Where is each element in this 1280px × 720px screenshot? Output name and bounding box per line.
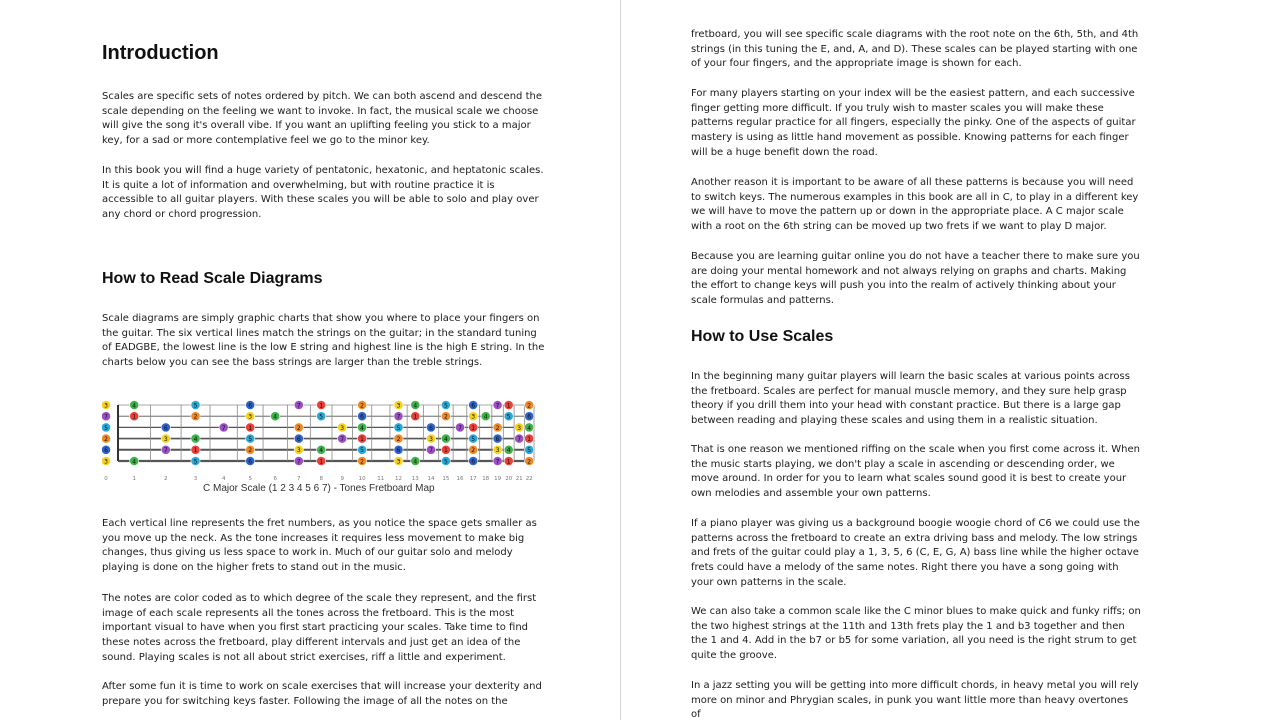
scale-degree-label: 4 <box>443 436 448 443</box>
scale-degree-label: 4 <box>360 424 365 432</box>
scale-degree-label: 5 <box>193 402 198 410</box>
scale-degree-label: 7 <box>396 413 401 421</box>
scale-degree-label: 2 <box>471 447 476 455</box>
scale-degree-label: 3 <box>396 458 401 466</box>
scale-degree-label: 2 <box>296 424 301 432</box>
fret-number: 18 <box>482 476 490 482</box>
scale-degree-label: 3 <box>163 436 168 443</box>
scale-degree-label: 1 <box>443 447 448 455</box>
scale-degree-label: 7 <box>495 458 500 466</box>
fret-number: 14 <box>427 476 435 482</box>
scale-degree-label: 6 <box>248 458 253 466</box>
scale-degree-label: 6 <box>471 458 476 466</box>
scale-degree-label: 1 <box>413 413 418 421</box>
scale-degree-label: 5 <box>360 447 365 455</box>
scale-degree-label: 7 <box>296 458 301 466</box>
scale-degree-label: 5 <box>527 447 532 455</box>
scale-degree-label: 6 <box>296 436 301 443</box>
scale-degree-label: 2 <box>527 402 532 410</box>
scale-degree-label: 1 <box>506 402 511 410</box>
fret-number: 0 <box>104 476 108 482</box>
scale-degree-label: 7 <box>296 402 301 410</box>
scale-degree-label: 2 <box>104 436 108 443</box>
scale-degree-label: 2 <box>495 424 500 432</box>
scale-degree-label: 5 <box>506 413 511 421</box>
scale-degree-label: 3 <box>495 447 500 455</box>
scale-degree-label: 2 <box>193 413 198 421</box>
scale-degree-label: 3 <box>296 447 301 455</box>
intro-heading: Introduction <box>102 42 219 64</box>
scale-degree-label: 1 <box>248 424 253 432</box>
scale-degree-label: 3 <box>248 413 253 421</box>
fret-number: 19 <box>494 476 502 482</box>
fret-number: 17 <box>469 476 477 482</box>
fret-number: 7 <box>297 476 301 482</box>
scale-degree-label: 4 <box>132 458 137 466</box>
scale-degree-label: 7 <box>458 424 462 432</box>
fret-number: 4 <box>221 476 226 482</box>
scale-degree-label: 4 <box>483 413 488 421</box>
scale-degree-label: 4 <box>413 458 418 466</box>
fret-number: 6 <box>273 476 277 482</box>
fret-number: 1 <box>132 476 136 482</box>
scale-degree-label: 4 <box>273 413 278 421</box>
scale-degree-label: 6 <box>429 424 433 432</box>
fret-number: 8 <box>319 476 323 482</box>
fret-number: 20 <box>505 476 513 482</box>
scale-degree-label: 1 <box>471 424 476 432</box>
read-paragraph-2: Each vertical line represents the fret numbers, as you notice the space gets smaller as you move up the neck. As the tone increases it requires less movement to make big changes, thus giving us less space to work in. Much of our guitar solo and melody playing is done on the higher frets to stand out in the music. <box>102 518 537 574</box>
scale-degree-label: 7 <box>429 447 433 455</box>
right-paragraph-2: For many players starting on your index will be the easiest pattern, and each successive finger getting more difficult. If you truly wish to master scales you will make these patterns regular practice for all fingers, especially the pinky. One of the aspects of guitar mastery is using as little hand movement as possible. Knowing patterns for each finger will be a huge benefit down the road. <box>691 88 1136 158</box>
scale-degree-label: 3 <box>340 424 345 432</box>
scale-degree-label: 1 <box>506 458 511 466</box>
scale-degree-label: 1 <box>360 436 365 443</box>
scale-degree-label: 7 <box>104 413 108 421</box>
right-paragraph-3: Another reason it is important to be aware of all these patterns is because you will need to switch keys. The numerous examples in this book are all in C, to play in a different key we will have to move the pattern up or down in the appropriate place. A C major scale with a root on the 6th string can be moved up two frets if we want to play D major. <box>691 177 1139 233</box>
scale-degree-label: 2 <box>360 402 365 410</box>
right-paragraph-4: Because you are learning guitar online you do not have a teacher there to make sure you are doing your mental homework and not always relying on graphs and charts. Making the effort to change keys will push you into the realm of actively thinking about your scale formulas and patterns. <box>691 251 1140 307</box>
scale-degree-label: 3 <box>104 402 108 410</box>
scale-degree-label: 3 <box>517 424 522 432</box>
scale-degree-label: 1 <box>319 458 324 466</box>
scale-degree-label: 2 <box>360 458 365 466</box>
right-paragraph-1: fretboard, you will see specific scale diagrams with the root note on the 6th, 5th, and 4th strings (in this tuning the E, and, A, and D). These scales can be played starting with one of your four fingers, and the appropriate image is shown for each. <box>691 29 1139 70</box>
fret-number: 10 <box>358 476 366 482</box>
scale-degree-label: 2 <box>443 413 448 421</box>
scale-degree-label: 6 <box>104 447 108 455</box>
use-scales-heading: How to Use Scales <box>691 328 834 345</box>
right-paragraph-8: We can also take a common scale like the C minor blues to make quick and funky riffs; on the two highest strings at the 11th and 13th frets play the 1 and b3 together and then the 1 and 4. Add in the b7 or b5 for some variation, all you need is the right strum to get quite the groove. <box>691 606 1141 662</box>
scale-degree-label: 1 <box>527 436 532 443</box>
scale-degree-label: 6 <box>396 447 401 455</box>
scale-degree-label: 5 <box>471 436 476 443</box>
scale-degree-label: 6 <box>527 413 532 421</box>
fret-number: 9 <box>340 476 344 482</box>
read-paragraph-3: The notes are color coded as to which degree of the scale they represent, and the first image of each scale represents all the tones across the fretboard. This is the most important visual to have when you first start practicing your scales. Take time to find these notes across the fretboard, play different intervals and just get an idea of the sound. Playing scales is not all about strict exercises, riff a little and experiment. <box>102 593 537 663</box>
scale-degree-label: 6 <box>248 402 253 410</box>
scale-degree-label: 3 <box>471 413 476 421</box>
fret-number: 13 <box>411 476 419 482</box>
scale-degree-label: 3 <box>429 436 433 443</box>
scale-degree-label: 4 <box>319 447 324 455</box>
read-diagrams-heading: How to Read Scale Diagrams <box>102 270 323 287</box>
scale-degree-label: 2 <box>396 436 401 443</box>
scale-degree-label: 5 <box>319 413 324 421</box>
scale-degree-label: 5 <box>248 436 253 443</box>
scale-degree-label: 7 <box>517 436 522 443</box>
scale-degree-label: 5 <box>443 402 448 410</box>
scale-degree-label: 4 <box>506 447 511 455</box>
right-paragraph-6: That is one reason we mentioned riffing on the scale when you first come across it. When the music starts playing, we don't play a scale in ascending or descending order, we move around. In order for you to learn what scales sound good it is best to create your own melodies and assemble your own patterns. <box>691 444 1140 500</box>
fret-number: 16 <box>456 476 464 482</box>
scale-degree-label: 6 <box>163 424 168 432</box>
intro-paragraph-2: In this book you will find a huge variety of pentatonic, hexatonic, and heptatonic scales. It is quite a lot of information and overwhelming, but with routine practice it is accessible to all guitar players. With these scales you will be able to solo and play over any chord or chord progression. <box>102 165 544 221</box>
scale-degree-label: 4 <box>132 402 137 410</box>
right-paragraph-5: In the beginning many guitar players will learn the basic scales at various points across the fretboard. Scales are perfect for manual muscle memory, and they sure help grasp theory if you drill them into your head with constant practice. But there is a large gap between reading and playing these scales and using them in a realistic situation. <box>691 371 1130 427</box>
fret-numbers <box>104 476 532 482</box>
fret-number: 5 <box>248 476 252 482</box>
scale-degree-label: 6 <box>471 402 476 410</box>
scale-degree-label: 3 <box>396 402 401 410</box>
fret-number: 3 <box>193 476 198 482</box>
scale-degree-label: 5 <box>443 458 448 466</box>
diagram-caption: C Major Scale (1 2 3 4 5 6 7) - Tones Fretboard Map <box>203 483 435 494</box>
scale-degree-label: 7 <box>163 447 168 455</box>
fret-number: 15 <box>442 476 450 482</box>
scale-degree-label: 4 <box>193 436 198 443</box>
scale-degree-label: 1 <box>319 402 324 410</box>
intro-paragraph-1: Scales are specific sets of notes ordered by pitch. We can both ascend and descend the scale depending on the feeling we want to invoke. In fact, the musical scale we choose will give the song it's overall vibe. If you want an uplifting feeling you stick to a major key, for a sad or more contemplative feel we go to the minor key. <box>102 91 542 147</box>
fret-number: 22 <box>525 476 533 482</box>
scale-degree-label: 2 <box>527 458 532 466</box>
scale-degree-label: 4 <box>527 424 532 432</box>
scale-degree-label: 7 <box>495 402 500 410</box>
scale-degree-label: 2 <box>248 447 253 455</box>
fret-number: 12 <box>395 476 402 482</box>
fretboard-notes <box>102 400 534 465</box>
fret-number: 11 <box>377 476 385 482</box>
scale-degree-label: 4 <box>413 402 418 410</box>
scale-degree-label: 6 <box>360 413 365 421</box>
scale-degree-label: 5 <box>104 424 108 432</box>
fret-number: 21 <box>515 476 523 482</box>
right-paragraph-9: In a jazz setting you will be getting into more difficult chords, in heavy metal you will rely more on minor and Phrygian scales, in punk you want little more than heavy overtones of <box>691 680 1139 720</box>
scale-degree-label: 1 <box>193 447 198 455</box>
scale-degree-label: 6 <box>495 436 500 443</box>
scale-degree-label: 1 <box>132 413 137 421</box>
read-paragraph-1: Scale diagrams are simply graphic charts that show you where to place your fingers on the guitar. The six vertical lines match the strings on the guitar; in the standard tuning of EADGBE, the lowest line is the low E string and highest line is the high E string. In the charts below you can see the bass strings are larger than the treble strings. <box>102 313 545 369</box>
right-paragraph-7: If a piano player was giving us a background boogie woogie chord of C6 we could use the patterns across the fretboard to create an extra driving bass and melody. The low strings and frets of the guitar could play a 1, 3, 5, 6 (C, E, G, A) bass line while the higher octave frets could have a melody of the same notes. Right there you have a song going with your own patterns in the scale. <box>691 518 1140 588</box>
scale-degree-label: 3 <box>104 458 108 466</box>
scale-degree-label: 7 <box>340 436 345 443</box>
right-page <box>621 0 1280 720</box>
scale-degree-label: 7 <box>221 424 226 432</box>
scale-degree-label: 5 <box>193 458 198 466</box>
fret-number: 2 <box>164 476 168 482</box>
left-page <box>0 0 620 720</box>
fretboard-diagram <box>102 396 542 482</box>
scale-degree-label: 5 <box>396 424 401 432</box>
read-paragraph-4: After some fun it is time to work on scale exercises that will increase your dexterity and prepare you for switching keys faster. Following the image of all the notes on the <box>102 681 542 707</box>
